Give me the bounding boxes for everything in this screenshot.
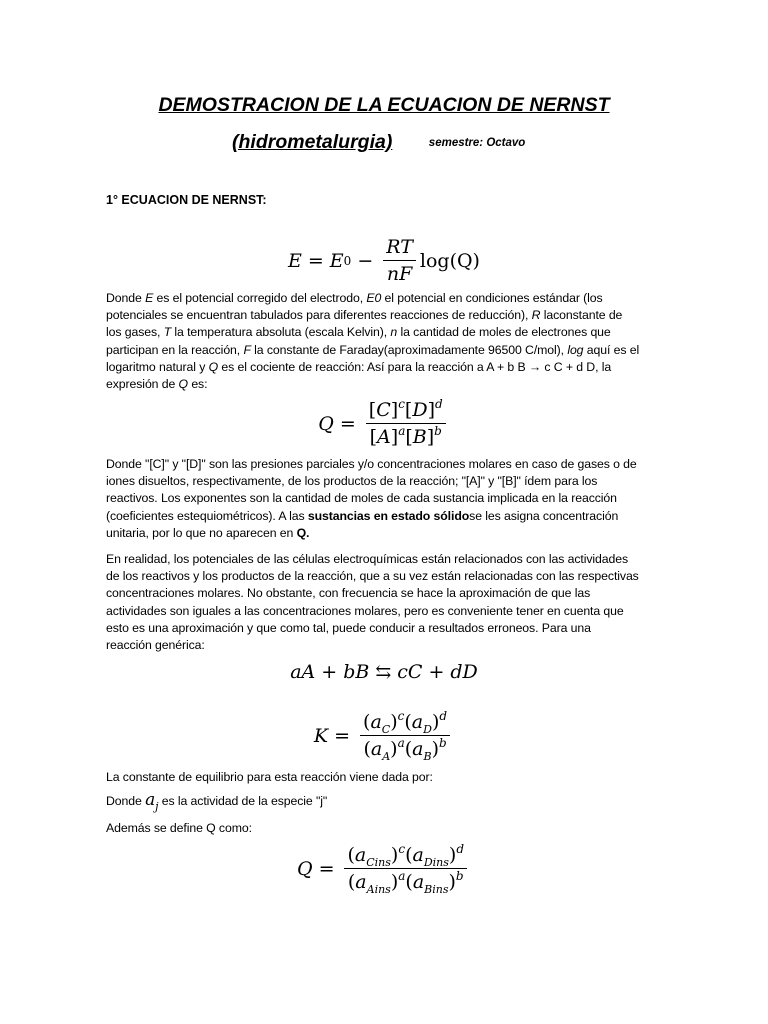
p5-suffix: es la actividad de la especie "j" bbox=[158, 794, 328, 808]
p3-line: concentraciones molares. No obstante, con frecuencia se hace la aproximación de que las bbox=[106, 586, 591, 601]
nernst-denominator: nF bbox=[386, 263, 413, 285]
q1-denominator: $[A]^a[B]^b$ bbox=[369, 424, 442, 448]
nernst-fraction bbox=[383, 236, 416, 285]
nernst-log: log(Q) bbox=[419, 249, 480, 272]
p1-line: los gases, T la temperatura absoluta (escala Kelvin), n la cantidad de moles de electrones que bbox=[106, 325, 611, 340]
q-equation-2: Q = $\frac{(a_{Cins})^c(a_{Dins})^d}{(a_{Ains})^a(a_{Bins})^b}$ bbox=[0, 844, 768, 893]
section-heading: 1° ECUACION DE NERNST: bbox=[106, 193, 267, 207]
k-equation: K = $\frac{(a_C)^c(a_D)^d}{(a_A)^a(a_B)^b}$ bbox=[0, 711, 768, 760]
paragraph-2 bbox=[106, 456, 666, 542]
nernst-numerator: RT bbox=[386, 236, 413, 258]
p3-line: de los reactivos y los productos de la reacción, que a su vez están relacionadas con las respectivas bbox=[106, 569, 639, 584]
q1-fraction bbox=[366, 399, 446, 448]
k-fraction bbox=[360, 709, 450, 763]
reaction-equation bbox=[0, 661, 768, 683]
paragraph-4: La constante de equilibrio para esta reacción viene dada por: bbox=[106, 770, 433, 784]
p3-line: esto es una aproximación y que como tal, puede conducir a resultados erroneos. Para una bbox=[106, 620, 591, 635]
q1-numerator: $[C]^c[D]^d$ bbox=[366, 399, 446, 424]
p1-line: potenciales se encuentran tabulados para diferentes reacciones de reducción), R laconstante de bbox=[106, 308, 623, 323]
eq-e-lhs: E bbox=[288, 249, 302, 272]
document-title: DEMOSTRACION DE LA ECUACION DE NERNST bbox=[158, 94, 610, 116]
paragraph-3-body bbox=[106, 551, 666, 654]
paragraph-2-body bbox=[106, 456, 666, 542]
p1-line: expresión de Q es: bbox=[106, 377, 208, 392]
nernst-equation: E = E 0 − $\frac{RT}{nF}$ log(Q) bbox=[288, 236, 480, 285]
q2-fraction bbox=[344, 842, 467, 896]
activity-symbol: $a_j$ bbox=[145, 790, 159, 813]
paragraph-6: Además se define Q como: bbox=[106, 821, 252, 835]
subtitle-row bbox=[232, 131, 525, 154]
p5-prefix: Donde bbox=[106, 794, 142, 808]
q2-denominator: $(a_{Ains})^a(a_{Bins})^b$ bbox=[347, 869, 464, 896]
p2-line: (coeficientes estequiométricos). A las sustancias en estado sólidose les asigna concentración bbox=[106, 508, 619, 523]
p3-line: actividades son iguales a las concentraciones molares, pero es conveniente tener en cuenta que bbox=[106, 603, 624, 618]
eq-e0: E bbox=[329, 249, 344, 272]
paragraph-1 bbox=[106, 290, 666, 393]
p2-line: reactivos. Los exponentes son la cantidad de moles de cada sustancia implicada en la reacción bbox=[106, 491, 617, 506]
paragraph-1-body bbox=[106, 290, 666, 393]
paragraph-3 bbox=[106, 551, 666, 654]
paragraph-5 bbox=[106, 790, 666, 813]
k-denominator: $(a_A)^a(a_B)^b$ bbox=[363, 736, 447, 763]
p1-line: participan en la reacción, F la constante de Faraday(aproximadamente 96500 C/mol), log aquí es el bbox=[106, 342, 640, 357]
p1-line: logaritmo natural y Q es el cociente de reacción: Así para la reacción a A + b B → c C + d D, la bbox=[106, 359, 612, 374]
p3-line: En realidad, los potenciales de las células electroquímicas están relacionados con las actividades bbox=[106, 552, 629, 566]
p2-line: iones disueltos, respectivamente, de los productos de la reacción; "[A]" y "[B]" ídem para los bbox=[106, 474, 598, 489]
p3-line: reacción genérica: bbox=[106, 638, 205, 653]
p2-line: Donde "[C]" y "[D]" son las presiones parciales y/o concentraciones molares en caso de gases o de bbox=[106, 457, 637, 471]
p2-line: unitaria, por lo que no aparecen en Q. bbox=[106, 525, 310, 540]
semester-label: semestre: Octavo bbox=[428, 137, 526, 149]
reaction-formula: a A + b B ⇆ c C + d D bbox=[290, 661, 478, 683]
k-numerator: $(a_C)^c(a_D)^d$ bbox=[360, 711, 450, 736]
q-equation-1: Q = $\frac{[C]^c[D]^d}{[A]^a[B]^b}$ bbox=[0, 399, 768, 448]
p1-line: Donde E es el potencial corregido del electrodo, E0 el potencial en condiciones estándar (los bbox=[106, 291, 603, 305]
document-subtitle: (hidrometalurgia) bbox=[232, 131, 393, 153]
q2-numerator: $(a_{Cins})^c(a_{Dins})^d$ bbox=[344, 844, 467, 869]
